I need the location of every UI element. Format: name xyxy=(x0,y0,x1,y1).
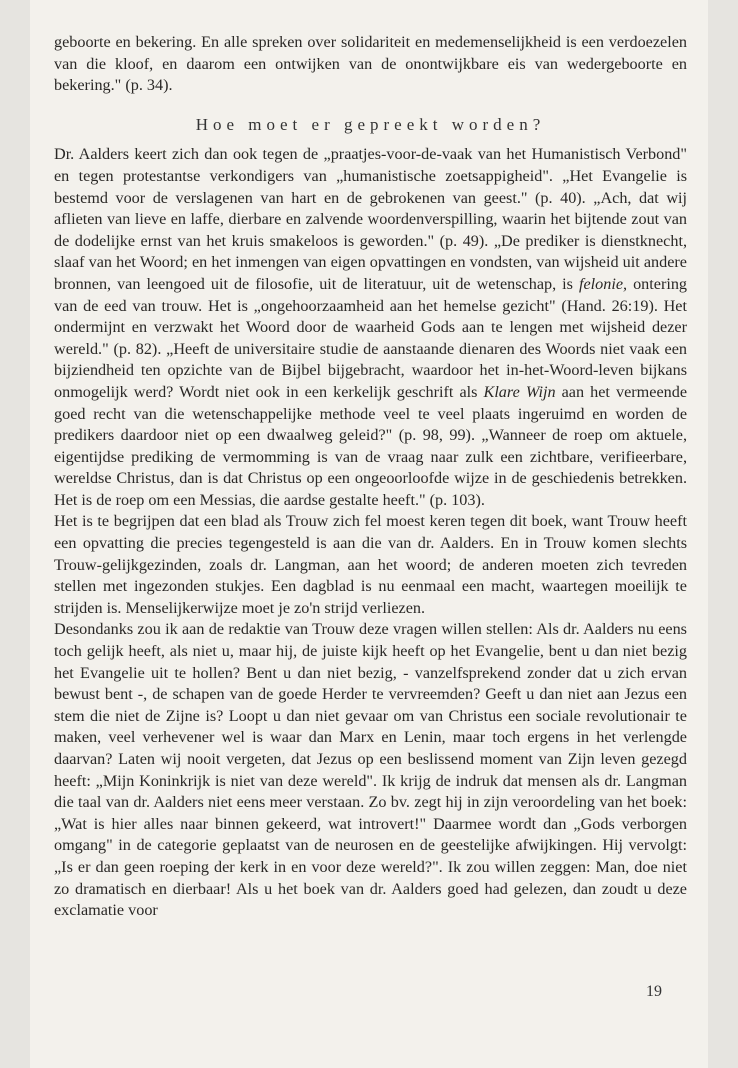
paragraph-aalders-part3: aan het vermeende goed recht van die wetenschappelijke methode veel te veel plaats ingeruimd en worden de predikers daardoor niet op een dwaalweg geleid?" (p. 98, 99). „Wanneer de roep om aktuele, eigentijdse prediking de vermomming is van de vraag naar zulk een zichtbare, verifieerbare, wereldse Christus, dan is dat Christus op een ongeoorloofde wijze in de geschiedenis betrekken. Het is de roep om een Messias, die aardse gestalte heeft." (p. 103). xyxy=(54,382,688,509)
paragraph-continuation: geboorte en bekering. En alle spreken over solidariteit en medemenselijkheid is een verdoezelen van die kloof, en daarom een ontwijken van de onontwijkbare eis van wedergeboorte en bekering." (p. 34). xyxy=(54,33,687,95)
emphasis-felonie: felonie, xyxy=(578,274,628,293)
page-number: 19 xyxy=(646,983,662,1000)
paragraph-questions: Desondanks zou ik aan de redaktie van Trouw deze vragen willen stellen: Als dr. Aalders nu eens toch gelijk heeft, als niet u, maar hij, de juiste kijk heeft op het Evangelie, bent u dan niet bezig het Evangelie uit te hollen? Bent u dan niet bezig, - vanzelfsprekend zonder dat u zich ervan bewust bent -, de schapen van de goede Herder te vervreemden? Geeft u dan niet aan Jezus een stem die niet de Zijne is? Loopt u dan niet gevaar om van Christus een sociale revolutionair te maken, veel verhevener wel is waar dan Marx en Lenin, maar toch ergens in het verlengde daarvan? Laten wij nooit vergeten, dat Jezus op een beslissend moment van Zijn leven gezegd heeft: „Mijn Koninkrijk is niet van deze wereld". Ik krijg de indruk dat mensen als dr. Langman die taal van dr. Aalders niet eens meer verstaan. Zo bv. zegt hij in zijn veroordeling van het boek: „Wat is hier alles naar binnen gekeerd, wat introvert!" Daarmee wordt dan „Gods verborgen omgang" in de categorie geplaatst van de neurosen en de geestelijke afwijkingen. Hij vervolgt: „Is er dan geen roeping der kerk in en voor deze wereld?". Ik zou willen zeggen: Man, doe niet zo dramatisch en dierbaar! Als u het boek van dr. Aalders goed had gelezen, dan zoudt u deze exclamatie voor xyxy=(54,620,687,920)
paragraph-trouw: Het is te begrijpen dat een blad als Trouw zich fel moest keren tegen dit boek, want Trouw heeft een opvatting die precies tegengesteld is aan die van dr. Aalders. En in Trouw komen slechts Trouw-gelijkgezinden, zoals dr. Langman, aan het woord; de anderen moeten zich tevreden stellen met ingezonden stukjes. Een dagblad is nu eenmaal een macht, waartegen moeilijk te strijden is. Menselijkerwijze moet je zo'n strijd verliezen. xyxy=(54,512,687,617)
page xyxy=(30,0,708,1068)
book-title-klare-wijn: Klare Wijn xyxy=(483,382,556,401)
paragraph-aalders-quotes xyxy=(54,144,687,511)
section-heading: Hoe moet er gepreekt worden? xyxy=(195,114,546,134)
body-text xyxy=(54,32,687,922)
paragraph-aalders-part1: Dr. Aalders keert zich dan ook tegen de „praatjes-voor-de-vaak van het Humanistisch Verbond" en tegen protestantse verkondigers van „humanistische zoetsappigheid". „Het Evangelie is bestemd voor de verslagenen van hart en de gebrokenen van geest." (p. 40). „Ach, dat wij aflieten van lieve en laffe, dierbare en zalvende woordenverspilling, waarin het bijtende zout van de dodelijke ernst van het kruis smakeloos is geworden." (p. 49). „De prediker is dienstknecht, slaaf van het Woord; en het inmengen van eigen opvattingen en vondsten, van wijsheid uit andere bronnen, van leengoed uit de filosofie, uit de literatuur, uit de wetenschap, is xyxy=(54,145,687,293)
paragraph-aalders-part2: ontering van de eed van trouw. Het is „ongehoorzaamheid aan het hemelse gezicht" (Hand. 26:19). Het ondermijnt en verzwakt het Woord door de waarheid Gods aan te lengen met wijsheid dezer wereld." (p. 82). „Heeft de universitaire studie de aanstaande dienaren des Woords niet vaak een bijziendheid ten opzichte van de Bijbel bijgebracht, waardoor het in-het-Woord-leven bijkans onmogelijk werd? Wordt niet ook in een kerkelijk geschrift als xyxy=(54,274,688,401)
